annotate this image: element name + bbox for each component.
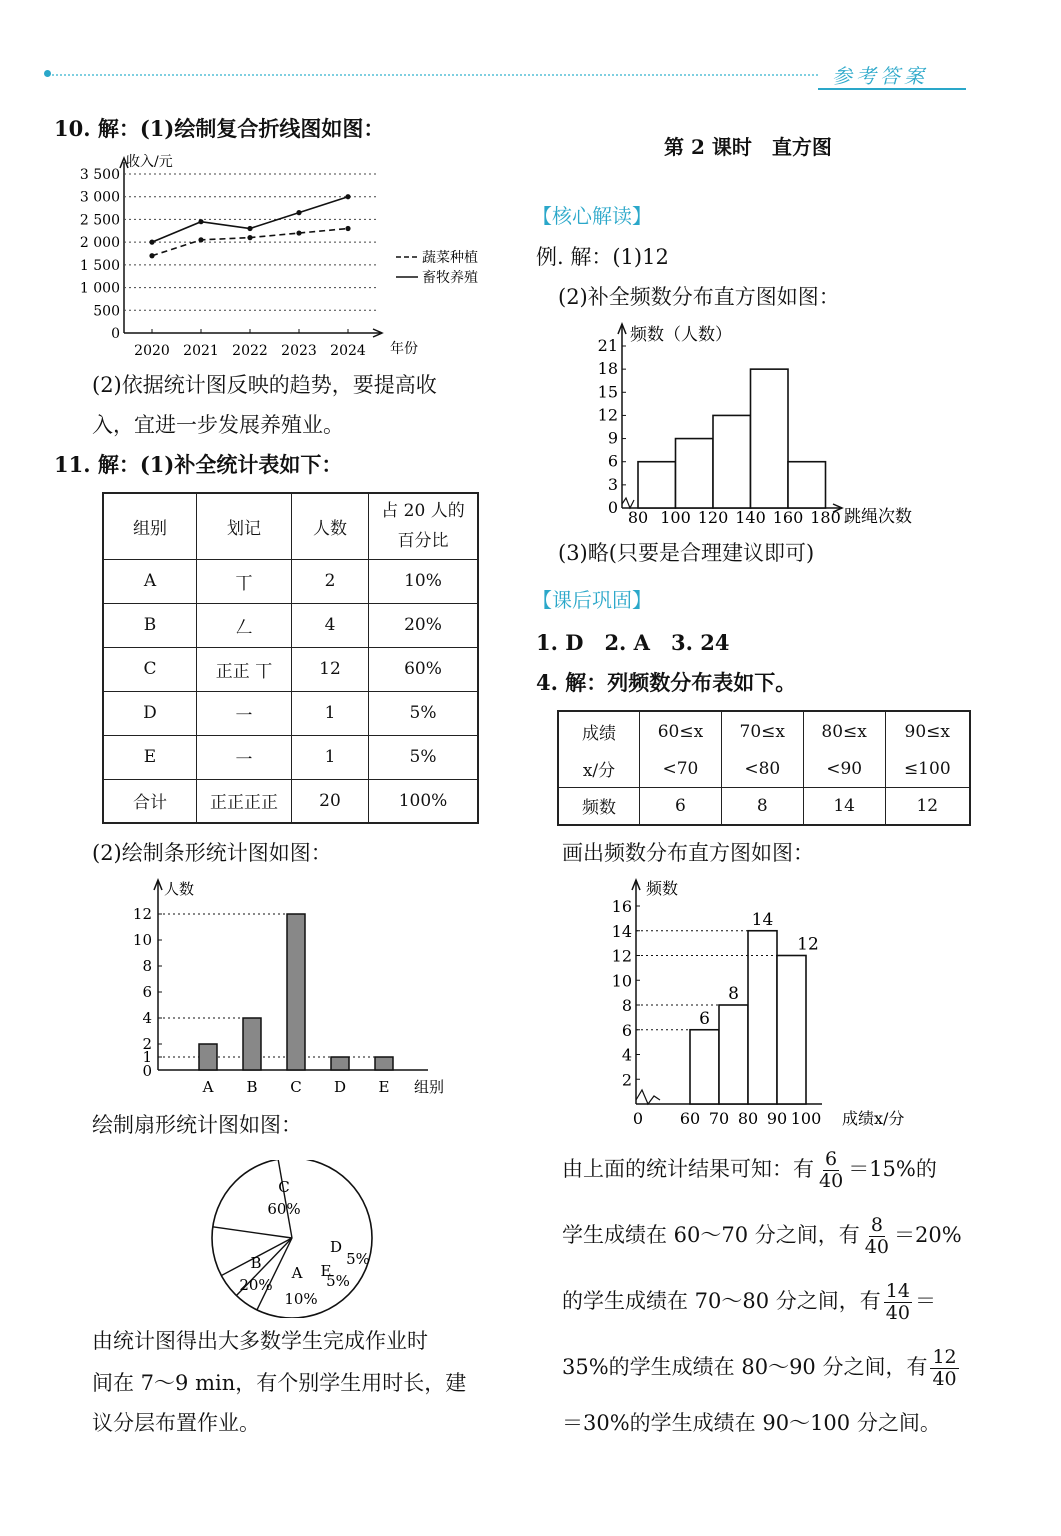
fraction-num: 8 bbox=[870, 1214, 883, 1236]
cell: x/分 bbox=[558, 751, 640, 787]
histogram-bar bbox=[777, 956, 806, 1105]
cell: 4 bbox=[292, 603, 369, 647]
x-tick-label: 80 bbox=[627, 508, 649, 527]
y-tick-label: 0 bbox=[142, 1062, 152, 1080]
y-tick-label: 2 bbox=[621, 1070, 632, 1090]
conclusion-line1: 由统计图得出大多数学生完成作业时 bbox=[92, 1329, 428, 1353]
header-title: 参考答案 bbox=[832, 64, 928, 88]
slice-percent: 10% bbox=[284, 1290, 318, 1308]
x-tick-label: B bbox=[246, 1078, 258, 1096]
cell: 5% bbox=[369, 735, 479, 779]
bar bbox=[375, 1057, 393, 1070]
histogram-score bbox=[600, 872, 930, 1134]
bar bbox=[287, 914, 305, 1070]
x-tick-label: 90 bbox=[766, 1109, 788, 1128]
q10-answer2-line1: (2)依据统计图反映的趋势，要提高收 bbox=[92, 373, 437, 397]
hist-intro: 画出频数分布直方图如图： bbox=[562, 841, 814, 865]
fraction bbox=[863, 1215, 891, 1258]
fraction-den: 40 bbox=[864, 1236, 889, 1258]
example-3: (3)略(只要是合理建议即可) bbox=[558, 541, 815, 565]
example-line: 例. 解：(1)12 bbox=[536, 245, 669, 269]
y-tick-label: 3 500 bbox=[79, 167, 120, 183]
header-dot bbox=[44, 70, 51, 77]
result-l2-pre: 学生成绩在 60～70 分之间，有 bbox=[562, 1223, 860, 1247]
slice-percent: 60% bbox=[267, 1200, 301, 1218]
cell: 12 bbox=[292, 647, 369, 691]
bar bbox=[199, 1044, 217, 1070]
y-tick-label: 8 bbox=[142, 957, 152, 975]
fraction bbox=[817, 1149, 845, 1192]
section-core: 【核心解读】 bbox=[532, 204, 652, 228]
axis-break bbox=[622, 498, 634, 508]
fraction bbox=[884, 1281, 912, 1324]
slice-label: E bbox=[320, 1262, 332, 1280]
cell: B bbox=[103, 603, 197, 647]
y-tick-label: 18 bbox=[597, 359, 618, 379]
result-line4 bbox=[562, 1344, 962, 1390]
cell: 1 bbox=[292, 735, 369, 779]
y-tick-label: 6 bbox=[607, 451, 618, 471]
x-tick-label: 120 bbox=[697, 508, 729, 527]
result-l4-pre: 35%的学生成绩在 80～90 分之间，有 bbox=[562, 1355, 928, 1379]
y-axis-title: 人数 bbox=[164, 880, 195, 898]
cell: 100% bbox=[369, 779, 479, 823]
cell: 70≤x bbox=[721, 711, 803, 751]
y-axis-title: 收入/元 bbox=[126, 154, 173, 170]
cell: D bbox=[103, 691, 197, 735]
slice-label: B bbox=[250, 1254, 262, 1272]
th-percent bbox=[369, 493, 479, 559]
cell: 14 bbox=[803, 787, 885, 825]
x-tick-label: 2024 bbox=[330, 343, 366, 359]
cell: 一 bbox=[197, 691, 292, 735]
fraction-den: 40 bbox=[885, 1302, 910, 1324]
th-count: 人数 bbox=[292, 493, 369, 559]
y-tick-label: 9 bbox=[607, 428, 618, 448]
y-tick-label: 12 bbox=[132, 905, 152, 923]
example-2: (2)补全频数分布直方图如图： bbox=[558, 285, 840, 309]
x-tick-label: 160 bbox=[772, 508, 804, 527]
x-tick-label: 180 bbox=[810, 508, 841, 527]
result-line2 bbox=[562, 1212, 962, 1258]
fraction bbox=[930, 1347, 958, 1390]
slice-percent: 5% bbox=[346, 1250, 370, 1268]
freq-table bbox=[557, 710, 971, 826]
q4-title: 4. 解：列频数分布表如下。 bbox=[536, 670, 797, 695]
y-tick-label: 500 bbox=[93, 303, 120, 320]
bar bbox=[243, 1018, 261, 1070]
cell: 正正 丅 bbox=[197, 647, 292, 691]
legend-label: 蔬菜种植 bbox=[422, 250, 478, 266]
answers-1-3: 1. D 2. A 3. 24 bbox=[536, 630, 730, 655]
result-line5: ＝30%的学生成绩在 90～100 分之间。 bbox=[562, 1411, 941, 1435]
fraction-num: 12 bbox=[932, 1346, 957, 1368]
histogram-bar bbox=[788, 462, 826, 508]
cell: 12 bbox=[885, 787, 970, 825]
cell: 90≤x bbox=[885, 711, 970, 751]
cell: 频数 bbox=[558, 787, 640, 825]
cell: <80 bbox=[721, 751, 803, 787]
cell: 60≤x bbox=[640, 711, 722, 751]
y-tick-label: 4 bbox=[621, 1045, 632, 1065]
cell: 丅 bbox=[197, 559, 292, 603]
cell: 成绩 bbox=[558, 711, 640, 751]
legend-label: 畜牧养殖 bbox=[422, 270, 478, 286]
slice-percent: 5% bbox=[326, 1272, 350, 1290]
cell: 6 bbox=[640, 787, 722, 825]
result-l1-pre: 由上面的统计结果可知：有 bbox=[562, 1157, 814, 1181]
y-tick-label: 6 bbox=[621, 1020, 632, 1040]
x-axis-title: 成绩x/分 bbox=[842, 1109, 905, 1128]
data-label: 6 bbox=[699, 1008, 710, 1029]
cell: 合计 bbox=[103, 779, 197, 823]
x-tick-label: 100 bbox=[790, 1109, 822, 1128]
data-label: 8 bbox=[728, 984, 739, 1004]
cell: 2 bbox=[292, 559, 369, 603]
y-tick-label: 21 bbox=[597, 336, 618, 355]
bar-intro: (2)绘制条形统计图如图： bbox=[92, 841, 332, 865]
cell: 一 bbox=[197, 735, 292, 779]
result-l2-post: ＝20% bbox=[893, 1223, 962, 1247]
data-point bbox=[296, 230, 301, 235]
data-point bbox=[198, 219, 203, 224]
cell: 20% bbox=[369, 603, 479, 647]
y-tick-label: 8 bbox=[621, 996, 632, 1015]
cell: 60% bbox=[369, 647, 479, 691]
x-tick-label: A bbox=[202, 1078, 214, 1096]
cell: <90 bbox=[803, 751, 885, 787]
lesson-title: 第 2 课时 直方图 bbox=[664, 135, 832, 159]
conclusion-line2: 间在 7～9 min，有个别学生用时长，建 bbox=[92, 1371, 467, 1395]
x-axis-title: 跳绳次数 bbox=[844, 507, 912, 527]
table-row bbox=[103, 603, 478, 647]
y-tick-label: 1 000 bbox=[79, 280, 120, 297]
table-row bbox=[103, 779, 478, 823]
y-tick-label: 10 bbox=[611, 971, 632, 991]
cell: 1 bbox=[292, 691, 369, 735]
y-tick-label: 15 bbox=[597, 382, 618, 402]
x-tick-label: 0 bbox=[632, 1109, 644, 1128]
y-tick-label: 10 bbox=[132, 931, 152, 949]
result-l3-post: ＝ bbox=[914, 1289, 936, 1313]
table-row bbox=[103, 735, 478, 779]
header-underline bbox=[818, 88, 966, 90]
y-tick-label: 2 bbox=[142, 1035, 152, 1053]
x-tick-label: 80 bbox=[737, 1109, 759, 1128]
y-tick-label: 12 bbox=[611, 946, 632, 966]
y-tick-label: 3 000 bbox=[79, 189, 120, 206]
cell: E bbox=[103, 735, 197, 779]
x-axis-title: 组别 bbox=[414, 1078, 445, 1096]
histogram-bar bbox=[751, 369, 789, 508]
y-tick-label: 0 bbox=[607, 498, 618, 517]
bar bbox=[331, 1057, 349, 1070]
x-tick-label: 60 bbox=[679, 1109, 701, 1128]
data-point bbox=[247, 235, 252, 240]
x-tick-label: 2023 bbox=[281, 343, 317, 359]
tally-table bbox=[102, 492, 479, 824]
data-point bbox=[149, 253, 154, 258]
data-point bbox=[345, 226, 350, 231]
q10-title: 10. 解：(1)绘制复合折线图如图： bbox=[54, 116, 385, 141]
y-tick-label: 12 bbox=[597, 405, 618, 425]
cell: 5% bbox=[369, 691, 479, 735]
cell: 正正正正 bbox=[197, 779, 292, 823]
histogram-bar bbox=[690, 1030, 719, 1104]
cell: <70 bbox=[640, 751, 722, 787]
result-line1 bbox=[562, 1146, 937, 1192]
th-group: 组别 bbox=[103, 493, 197, 559]
y-tick-label: 1 500 bbox=[79, 257, 120, 274]
cell: ≤100 bbox=[885, 751, 970, 787]
q11-title: 11. 解：(1)补全统计表如下： bbox=[54, 452, 343, 477]
th-percent-line1: 占 20 人的 bbox=[381, 501, 465, 522]
fraction-den: 40 bbox=[819, 1170, 844, 1192]
y-tick-label: 6 bbox=[142, 983, 152, 1001]
y-tick-label: 2 000 bbox=[79, 235, 120, 252]
axis-break bbox=[636, 1090, 660, 1104]
pie-chart bbox=[206, 1160, 378, 1318]
data-point bbox=[296, 210, 301, 215]
histogram-bar bbox=[676, 439, 714, 508]
table-row bbox=[103, 691, 478, 735]
histogram-bar bbox=[638, 462, 676, 508]
cell: C bbox=[103, 647, 197, 691]
x-tick-label: E bbox=[378, 1078, 390, 1096]
y-tick-label: 0 bbox=[111, 326, 120, 342]
th-tally: 划记 bbox=[197, 493, 292, 559]
y-tick-label: 4 bbox=[142, 1009, 152, 1027]
q10-answer2-line2: 入，宜进一步发展养殖业。 bbox=[92, 413, 344, 437]
histogram-bar bbox=[713, 415, 751, 508]
y-tick-label: 1 bbox=[142, 1048, 152, 1066]
table-row bbox=[103, 559, 478, 603]
th-percent-line2: 百分比 bbox=[397, 531, 449, 552]
pie-intro: 绘制扇形统计图如图： bbox=[92, 1113, 302, 1137]
table-row bbox=[103, 647, 478, 691]
line-chart bbox=[54, 150, 514, 365]
slice-label: A bbox=[291, 1264, 303, 1282]
histogram-bar bbox=[748, 931, 777, 1104]
result-l3-pre: 的学生成绩在 70～80 分之间，有 bbox=[562, 1289, 881, 1313]
x-tick-label: D bbox=[333, 1078, 347, 1096]
section-review: 【课后巩固】 bbox=[532, 588, 652, 612]
data-label: 14 bbox=[751, 909, 774, 930]
y-tick-label: 3 bbox=[607, 474, 618, 494]
x-tick-label: 100 bbox=[660, 508, 691, 527]
fraction-num: 6 bbox=[825, 1148, 838, 1170]
data-point bbox=[198, 237, 203, 242]
cell: 10% bbox=[369, 559, 479, 603]
result-l1-post: ＝15%的 bbox=[848, 1157, 937, 1181]
fraction-num: 14 bbox=[885, 1280, 910, 1302]
slice-label: C bbox=[278, 1178, 290, 1196]
x-axis-title: 年份 bbox=[390, 341, 418, 357]
result-line3 bbox=[562, 1278, 936, 1324]
slice-label: D bbox=[329, 1238, 343, 1256]
header-rule bbox=[48, 74, 818, 76]
x-tick-label: C bbox=[290, 1078, 302, 1096]
y-tick-label: 14 bbox=[611, 921, 632, 941]
cell: A bbox=[103, 559, 197, 603]
histogram-bar bbox=[719, 1005, 748, 1104]
y-axis-title: 频数 bbox=[646, 879, 679, 898]
data-point bbox=[345, 194, 350, 199]
cell: 8 bbox=[721, 787, 803, 825]
y-tick-label: 16 bbox=[611, 897, 632, 916]
histogram-rope bbox=[592, 318, 942, 530]
cell: 80≤x bbox=[803, 711, 885, 751]
cell: 𠃋 bbox=[197, 603, 292, 647]
x-tick-label: 2020 bbox=[134, 343, 170, 359]
y-axis-title: 频数（人数） bbox=[630, 325, 732, 345]
conclusion-line3: 议分层布置作业。 bbox=[92, 1411, 260, 1435]
slice-percent: 20% bbox=[239, 1276, 273, 1294]
data-point bbox=[247, 226, 252, 231]
x-tick-label: 2021 bbox=[183, 343, 219, 359]
x-tick-label: 70 bbox=[708, 1109, 730, 1128]
bar-chart bbox=[128, 872, 468, 1102]
y-tick-label: 2 500 bbox=[79, 212, 120, 229]
cell: 20 bbox=[292, 779, 369, 823]
x-tick-label: 2022 bbox=[232, 343, 268, 359]
x-tick-label: 140 bbox=[735, 508, 766, 527]
fraction-den: 40 bbox=[932, 1368, 957, 1390]
data-point bbox=[149, 240, 154, 245]
data-label: 12 bbox=[797, 934, 819, 955]
